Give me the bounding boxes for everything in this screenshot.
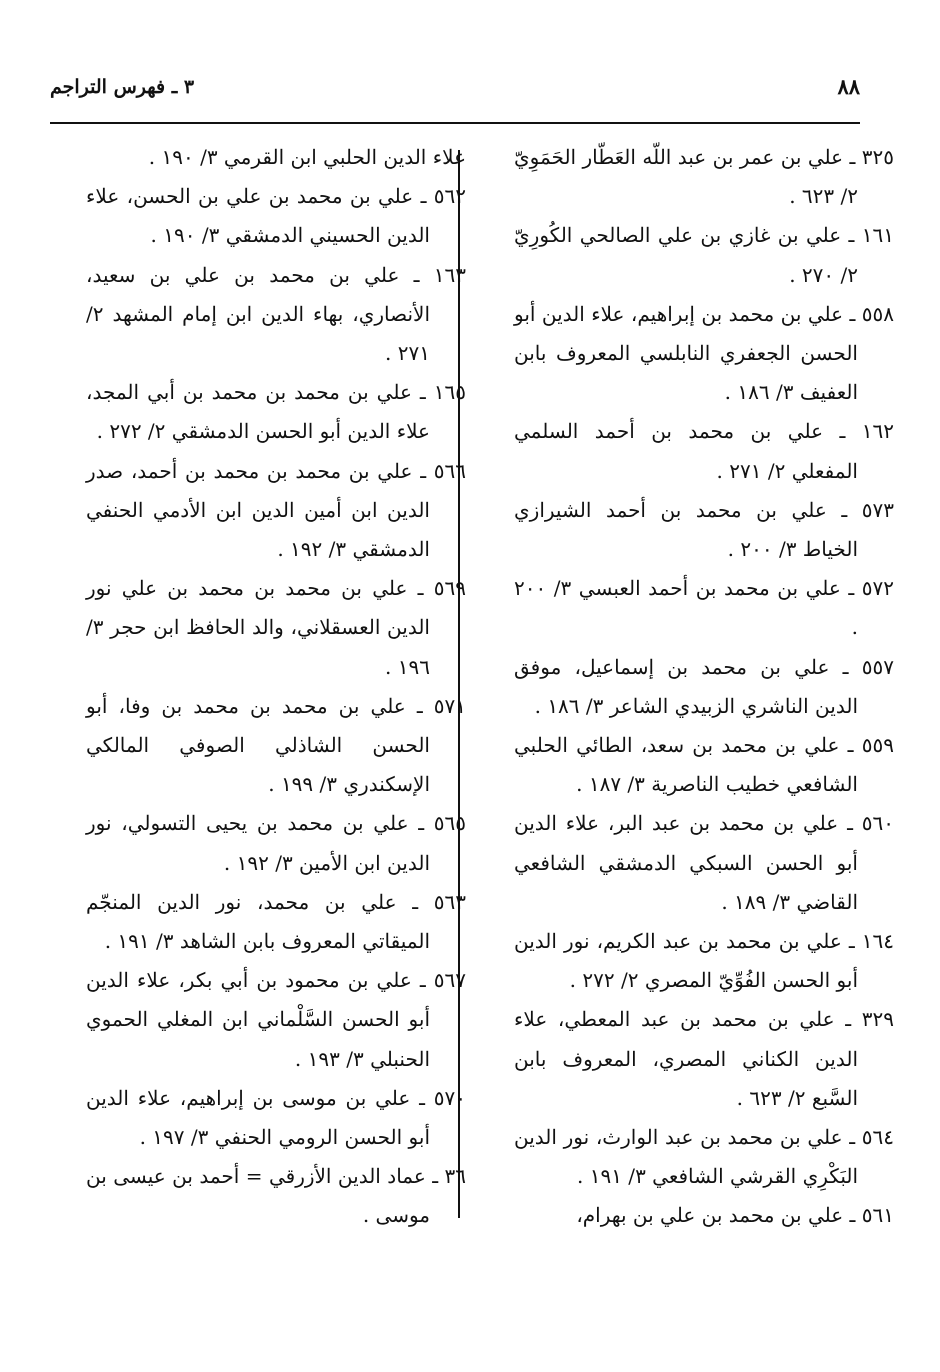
index-entry: ٥٧٣ ـ علي بن محمد بن أحمد الشيرازي الخياط ٣/ ٢٠٠ .	[514, 497, 894, 562]
index-entry: ٥٦٣ ـ علي بن محمد، نور الدين المنجّم الميقاتي المعروف بابن الشاهد ٣/ ١٩١ .	[86, 889, 466, 954]
index-entry: ٥٧٢ ـ علي بن محمد بن أحمد العبسي ٣/ ٢٠٠ .	[514, 576, 894, 640]
index-entry: ٣٦ ـ عماد الدين الأزرقي = أحمد بن عيسى بن موسى .	[86, 1164, 466, 1228]
index-entry-continued: علاء الدين الحلبي ابن القرمي ٣/ ١٩٠ .	[148, 145, 466, 169]
column-divider	[458, 150, 460, 1218]
index-entry: ١٦٢ ـ علي بن محمد بن أحمد السلمي المفعلي ٢/ ٢٧١ .	[514, 419, 894, 483]
index-entry: ١٦٥ ـ علي بن محمد بن محمد بن أبي المجد، علاء الدين أبو الحسن الدمشقي ٢/ ٢٧٢ .	[86, 380, 466, 444]
index-entry: ٥٦٤ ـ علي بن محمد بن عبد الوارث، نور الدين البَكْرِي القرشي الشافعي ٣/ ١٩١ .	[514, 1125, 894, 1189]
index-entry: ٥٧٠ ـ علي بن موسى بن إبراهيم، علاء الدين أبو الحسن الرومي الحنفي ٣/ ١٩٧ .	[86, 1085, 466, 1150]
index-entry: ٥٦٠ ـ علي بن محمد بن عبد البر، علاء الدين أبو الحسن السبكي الدمشقي الشافعي القاضي ٣/ ١٨٩ .	[514, 811, 894, 914]
header-rule	[50, 122, 860, 124]
index-entry: ٥٦٦ ـ علي بن محمد بن محمد بن أحمد، صدر الدين ابن أمين الدين ابن الأدمي الحنفي الدمشقي ٣/ ١٩٢ .	[86, 458, 466, 562]
index-column-right	[478, 138, 894, 1236]
page-number: ٨٨	[837, 74, 860, 99]
index-entry: ٥٦٩ ـ علي بن محمد بن محمد بن علي نور الدين العسقلاني، والد الحافظ ابن حجر ٣/ ١٩٦ .	[86, 576, 466, 679]
index-column-left	[50, 138, 466, 1236]
index-entry: ٥٦١ ـ علي بن محمد بن علي بن بهرام،	[576, 1203, 894, 1228]
index-entry: ٥٧١ ـ علي بن محمد بن محمد بن وفا، أبو الحسن الشاذلي الصوفي المالكي الإسكندري ٣/ ١٩٩ .	[86, 693, 466, 797]
index-entry: ٥٦٧ ـ علي بن محمود بن أبي بكر، علاء الدين أبو الحسن السَّلْماني ابن المغلي الحموي الحنبلي ٣/ ١٩٣ .	[86, 968, 466, 1071]
section-title: ٣ ـ فهرس التراجم	[50, 76, 195, 98]
index-entry: ١٦٣ ـ علي بن محمد بن علي بن سعيد، الأنصاري، بهاء الدين ابن إمام المشهد ٢/ ٢٧١ .	[86, 262, 466, 366]
index-entry: ١٦٤ ـ علي بن محمد بن عبد الكريم، نور الدين أبو الحسن الفُوِّيّ المصري ٢/ ٢٧٢ .	[514, 929, 894, 993]
index-entry: ٥٦٢ ـ علي بن محمد بن علي بن الحسن، علاء الدين الحسيني الدمشقي ٣/ ١٩٠ .	[86, 184, 466, 248]
index-entry: ٥٥٧ ـ علي بن محمد بن إسماعيل، موفق الدين الناشري الزبيدي الشاعر ٣/ ١٨٦ .	[514, 654, 894, 718]
index-entry: ١٦١ ـ علي بن غازي بن علي الصالحي الكُورِيّ ٢/ ٢٧٠ .	[514, 223, 894, 287]
index-entry: ٥٥٩ ـ علي بن محمد بن سعد، الطائي الحلبي الشافعي خطيب الناصرية ٣/ ١٨٧ .	[514, 733, 894, 797]
page-header	[50, 70, 860, 108]
index-entry: ٥٦٥ ـ علي بن محمد بن يحيى التسولي، نور الدين ابن الأمين ٣/ ١٩٢ .	[86, 811, 466, 875]
index-entry: ٣٢٩ ـ علي بن محمد بن عبد المعطي، علاء الدين الكناني المصري، المعروف بابن السَّبع ٢/ ٦٢٣ .	[514, 1007, 894, 1110]
index-entry: ٥٥٨ ـ علي بن محمد بن إبراهيم، علاء الدين أبو الحسن الجعفري النابلسي المعروف بابن العفيف ٣/ ١٨٦ .	[514, 301, 894, 405]
index-entry: ٣٢٥ ـ علي بن عمر بن عبد اللّه العَطّار الحَمَوِيّ ٢/ ٦٢٣ .	[514, 145, 894, 209]
